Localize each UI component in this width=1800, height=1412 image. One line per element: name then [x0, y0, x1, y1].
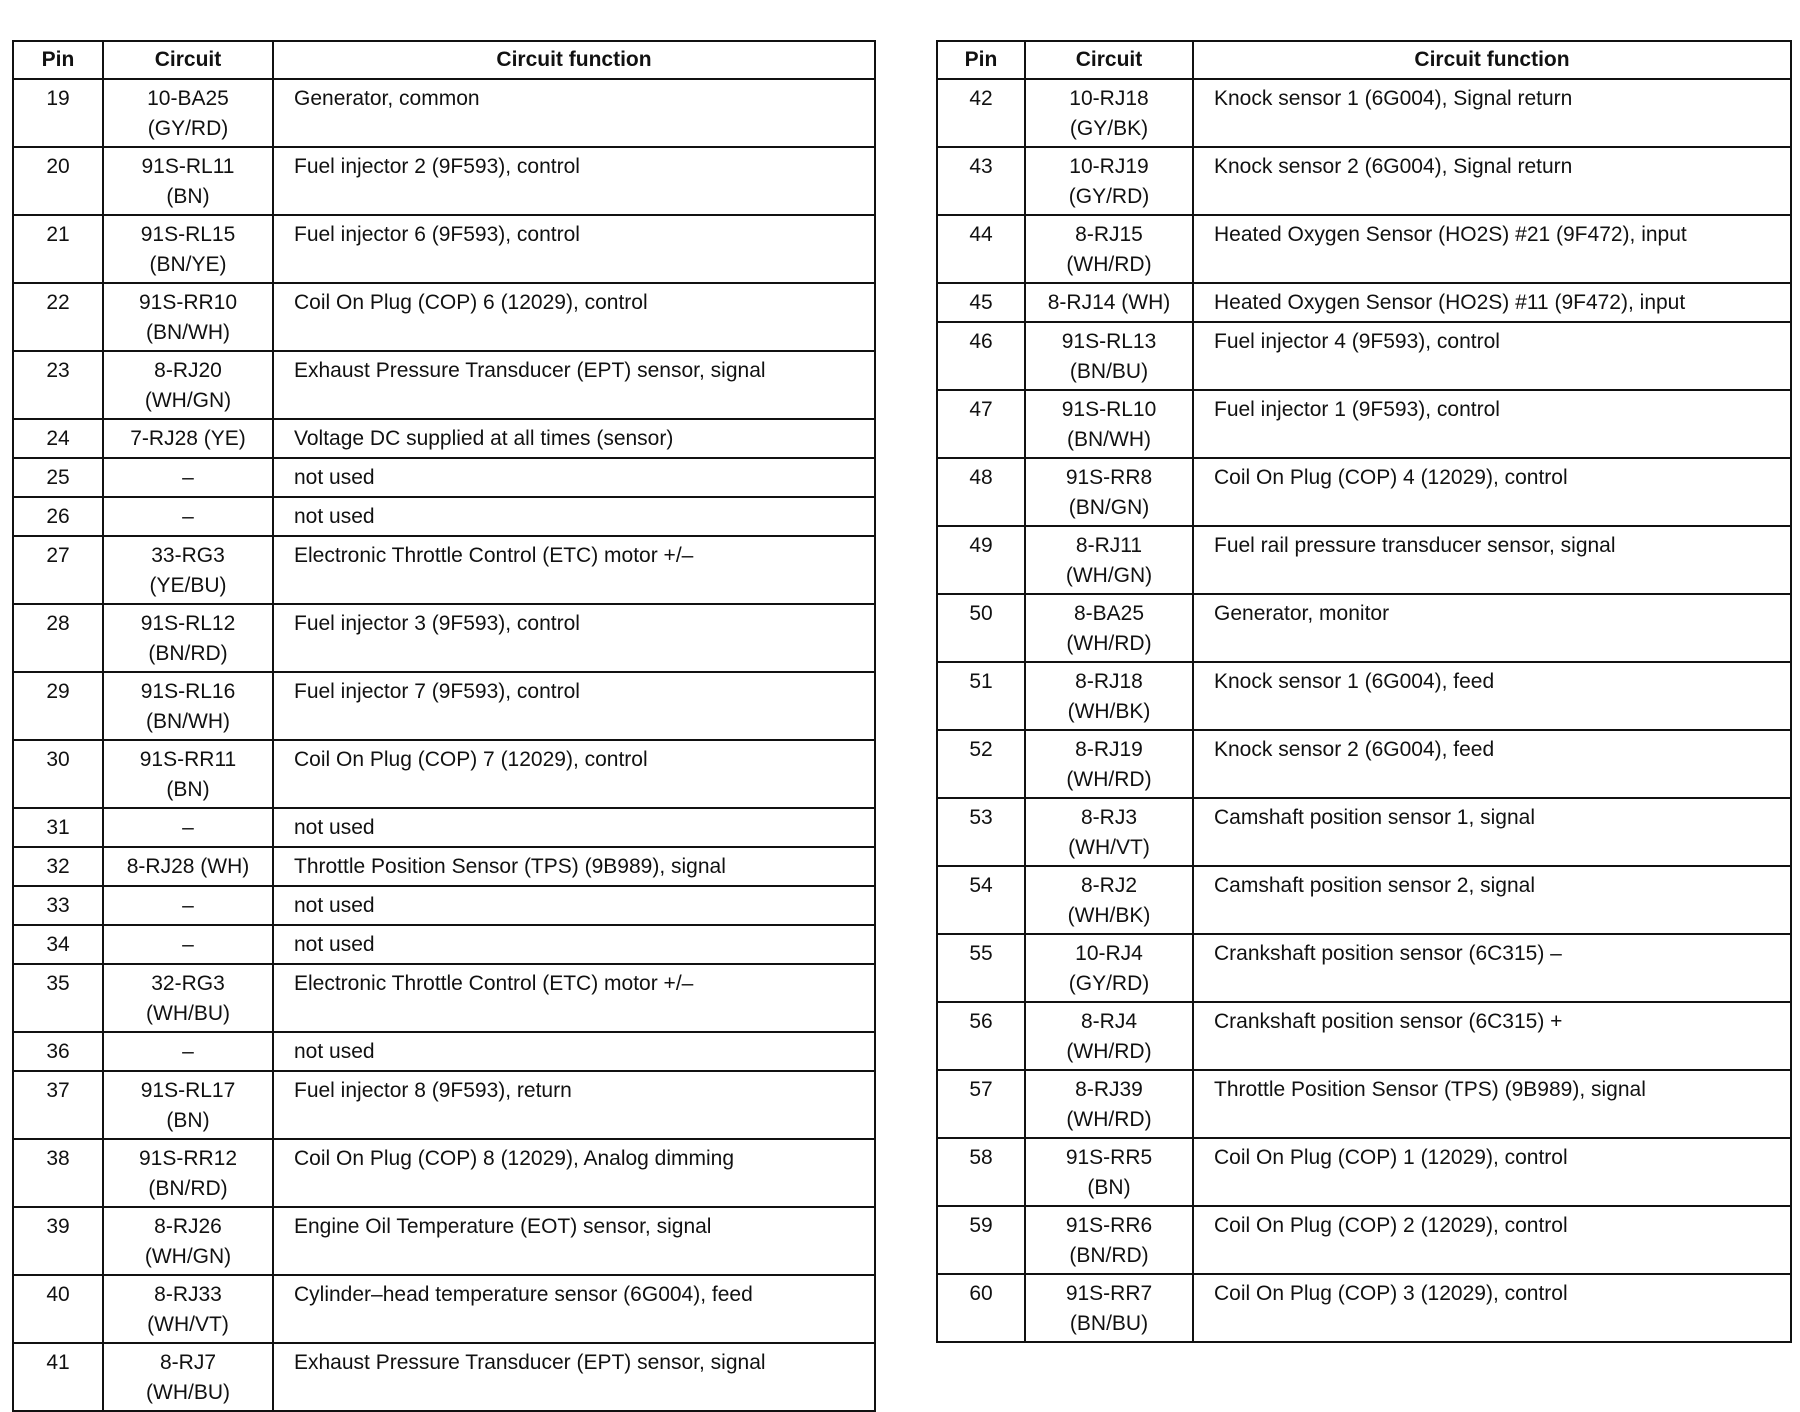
function-cell: Throttle Position Sensor (TPS) (9B989), signal	[273, 847, 875, 886]
circuit-line: 8-RJ2	[1080, 874, 1138, 897]
circuit-line: (BN/BU)	[1069, 360, 1149, 383]
pin-cell: 33	[13, 886, 103, 925]
table-row	[937, 1206, 1791, 1274]
circuit-cell	[103, 351, 273, 419]
pin-cell: 47	[937, 390, 1025, 458]
circuit-line: 8-RJ18	[1075, 670, 1143, 693]
function-cell: Cylinder–head temperature sensor (6G004), feed	[273, 1275, 875, 1343]
function-cell: not used	[273, 808, 875, 847]
circuit-line: 91S-RR12	[138, 1147, 238, 1170]
circuit-line: 7-RJ28 (YE)	[130, 427, 246, 450]
circuit-line: (BN)	[166, 1109, 210, 1132]
function-cell: Fuel injector 1 (9F593), control	[1193, 390, 1791, 458]
table-row	[13, 604, 875, 672]
table-row	[937, 594, 1791, 662]
circuit-line: –	[182, 816, 194, 839]
pin-cell: 60	[937, 1274, 1025, 1342]
circuit-cell	[1025, 283, 1193, 322]
circuit-line: 8-RJ14 (WH)	[1047, 291, 1171, 314]
circuit-line: 8-RJ39	[1075, 1078, 1143, 1101]
circuit-cell	[1025, 594, 1193, 662]
circuit-cell	[103, 1343, 273, 1411]
table-row	[13, 1343, 875, 1411]
function-cell: Knock sensor 1 (6G004), feed	[1193, 662, 1791, 730]
pin-cell: 59	[937, 1206, 1025, 1274]
circuit-line: (WH/RD)	[1066, 768, 1152, 791]
pin-cell: 40	[13, 1275, 103, 1343]
circuit-cell	[1025, 458, 1193, 526]
circuit-cell	[1025, 390, 1193, 458]
pin-cell: 34	[13, 925, 103, 964]
pin-cell: 55	[937, 934, 1025, 1002]
circuit-line: (WH/RD)	[1066, 1108, 1152, 1131]
circuit-line: 91S-RL12	[140, 612, 236, 635]
circuit-line: 91S-RR5	[1065, 1146, 1153, 1169]
table-row	[13, 215, 875, 283]
circuit-line: 10-BA25	[147, 87, 229, 110]
table-row	[937, 283, 1791, 322]
table-row	[13, 672, 875, 740]
pin-header: Pin	[13, 41, 103, 79]
function-cell: Knock sensor 1 (6G004), Signal return	[1193, 79, 1791, 147]
function-cell: Camshaft position sensor 1, signal	[1193, 798, 1791, 866]
pin-cell: 29	[13, 672, 103, 740]
circuit-cell	[103, 964, 273, 1032]
function-cell: Camshaft position sensor 2, signal	[1193, 866, 1791, 934]
pin-cell: 46	[937, 322, 1025, 390]
circuit-line: (WH/BU)	[146, 1002, 230, 1025]
circuit-line: –	[182, 933, 194, 956]
circuit-line: (BN/WH)	[146, 321, 230, 344]
function-cell: Generator, common	[273, 79, 875, 147]
pin-cell: 26	[13, 497, 103, 536]
table-row	[937, 730, 1791, 798]
function-cell: Coil On Plug (COP) 4 (12029), control	[1193, 458, 1791, 526]
circuit-line: (BN/RD)	[148, 1177, 228, 1200]
circuit-cell	[1025, 662, 1193, 730]
function-header: Circuit function	[1193, 41, 1791, 79]
circuit-cell	[103, 147, 273, 215]
circuit-cell	[1025, 730, 1193, 798]
table-row	[937, 1002, 1791, 1070]
circuit-line: (YE/BU)	[149, 574, 227, 597]
table-row	[937, 798, 1791, 866]
function-cell: Electronic Throttle Control (ETC) motor +/–	[273, 536, 875, 604]
circuit-line: (BN/BU)	[1069, 1312, 1149, 1335]
table-row	[13, 497, 875, 536]
pin-cell: 23	[13, 351, 103, 419]
function-cell: Knock sensor 2 (6G004), Signal return	[1193, 147, 1791, 215]
function-cell: Coil On Plug (COP) 3 (12029), control	[1193, 1274, 1791, 1342]
circuit-line: 8-RJ11	[1075, 534, 1143, 557]
table-row	[13, 283, 875, 351]
circuit-line: 91S-RR7	[1065, 1282, 1153, 1305]
circuit-cell	[103, 604, 273, 672]
table-row	[937, 215, 1791, 283]
pin-cell: 20	[13, 147, 103, 215]
circuit-line: (BN/WH)	[146, 710, 230, 733]
table-row	[937, 1070, 1791, 1138]
circuit-cell	[103, 808, 273, 847]
circuit-line: (GY/BK)	[1069, 117, 1149, 140]
table-row	[13, 536, 875, 604]
table-row	[13, 1207, 875, 1275]
circuit-line: (WH/BK)	[1067, 904, 1151, 927]
pin-cell: 38	[13, 1139, 103, 1207]
circuit-line: 8-RJ28 (WH)	[126, 855, 250, 878]
pin-cell: 31	[13, 808, 103, 847]
pin-cell: 50	[937, 594, 1025, 662]
pin-cell: 42	[937, 79, 1025, 147]
function-cell: Coil On Plug (COP) 6 (12029), control	[273, 283, 875, 351]
pin-cell: 52	[937, 730, 1025, 798]
circuit-line: 33-RG3	[151, 544, 225, 567]
function-cell: Heated Oxygen Sensor (HO2S) #21 (9F472), input	[1193, 215, 1791, 283]
circuit-line: (WH/VT)	[147, 1313, 229, 1336]
function-cell: Fuel rail pressure transducer sensor, signal	[1193, 526, 1791, 594]
table-row	[937, 390, 1791, 458]
circuit-line: (WH/RD)	[1066, 632, 1152, 655]
function-cell: Engine Oil Temperature (EOT) sensor, signal	[273, 1207, 875, 1275]
function-cell: Coil On Plug (COP) 2 (12029), control	[1193, 1206, 1791, 1274]
circuit-cell	[103, 215, 273, 283]
circuit-cell	[103, 886, 273, 925]
circuit-line: (GY/RD)	[1068, 972, 1150, 995]
circuit-line: 91S-RL13	[1061, 330, 1157, 353]
function-cell: Coil On Plug (COP) 8 (12029), Analog dimming	[273, 1139, 875, 1207]
table-row	[937, 1138, 1791, 1206]
circuit-line: 8-RJ19	[1075, 738, 1143, 761]
circuit-line: (BN/WH)	[1067, 428, 1151, 451]
table-row	[13, 1071, 875, 1139]
circuit-line: 8-RJ26	[154, 1215, 222, 1238]
circuit-cell	[1025, 322, 1193, 390]
circuit-line: –	[182, 466, 194, 489]
circuit-cell	[103, 458, 273, 497]
table-row	[13, 419, 875, 458]
circuit-line: 10-RJ4	[1075, 942, 1143, 965]
table-row	[13, 458, 875, 497]
circuit-line: –	[182, 505, 194, 528]
table-row	[13, 1139, 875, 1207]
table-row	[13, 886, 875, 925]
circuit-cell	[103, 1207, 273, 1275]
circuit-cell	[103, 536, 273, 604]
circuit-line: (WH/RD)	[1066, 1040, 1152, 1063]
circuit-header: Circuit	[103, 41, 273, 79]
pin-cell: 53	[937, 798, 1025, 866]
circuit-line: –	[182, 894, 194, 917]
circuit-line: 32-RG3	[151, 972, 225, 995]
circuit-line: 8-RJ7	[159, 1351, 217, 1374]
circuit-cell	[1025, 1206, 1193, 1274]
pin-cell: 54	[937, 866, 1025, 934]
circuit-line: 8-RJ3	[1080, 806, 1138, 829]
function-cell: not used	[273, 497, 875, 536]
circuit-line: –	[182, 1040, 194, 1063]
circuit-line: 8-RJ4	[1080, 1010, 1138, 1033]
circuit-line: (WH/RD)	[1066, 253, 1152, 276]
circuit-cell	[1025, 866, 1193, 934]
function-cell: Fuel injector 7 (9F593), control	[273, 672, 875, 740]
circuit-cell	[1025, 526, 1193, 594]
circuit-header: Circuit	[1025, 41, 1193, 79]
header-row	[937, 41, 1791, 79]
function-cell: Coil On Plug (COP) 7 (12029), control	[273, 740, 875, 808]
pin-cell: 49	[937, 526, 1025, 594]
pin-cell: 19	[13, 79, 103, 147]
table-row	[937, 866, 1791, 934]
table-row	[937, 526, 1791, 594]
table-row	[937, 662, 1791, 730]
circuit-line: 91S-RL16	[140, 680, 236, 703]
circuit-line: (WH/GN)	[144, 1245, 232, 1268]
circuit-line: (BN)	[166, 185, 210, 208]
table-row	[937, 934, 1791, 1002]
function-cell: Generator, monitor	[1193, 594, 1791, 662]
pin-cell: 44	[937, 215, 1025, 283]
pin-header: Pin	[937, 41, 1025, 79]
circuit-line: (GY/RD)	[147, 117, 229, 140]
function-cell: Fuel injector 8 (9F593), return	[273, 1071, 875, 1139]
circuit-line: 91S-RR10	[138, 291, 238, 314]
circuit-cell	[103, 1275, 273, 1343]
function-cell: Electronic Throttle Control (ETC) motor +/–	[273, 964, 875, 1032]
function-cell: Exhaust Pressure Transducer (EPT) sensor, signal	[273, 351, 875, 419]
circuit-line: (WH/GN)	[1065, 564, 1153, 587]
function-cell: Exhaust Pressure Transducer (EPT) sensor, signal	[273, 1343, 875, 1411]
table-row	[937, 79, 1791, 147]
circuit-cell	[1025, 1274, 1193, 1342]
circuit-line: 8-RJ33	[154, 1283, 222, 1306]
circuit-line: (BN/YE)	[149, 253, 227, 276]
circuit-cell	[1025, 79, 1193, 147]
circuit-line: (BN)	[166, 778, 210, 801]
circuit-line: 10-RJ18	[1069, 87, 1149, 110]
circuit-line: 91S-RL15	[140, 223, 236, 246]
pin-cell: 57	[937, 1070, 1025, 1138]
circuit-line: (WH/VT)	[1068, 836, 1150, 859]
pin-cell: 30	[13, 740, 103, 808]
function-cell: not used	[273, 886, 875, 925]
table-row	[13, 925, 875, 964]
circuit-line: 91S-RR8	[1065, 466, 1153, 489]
table-row	[937, 147, 1791, 215]
circuit-line: (BN/RD)	[1069, 1244, 1149, 1267]
circuit-cell	[1025, 147, 1193, 215]
table-row	[937, 322, 1791, 390]
circuit-cell	[1025, 1070, 1193, 1138]
function-cell: Fuel injector 4 (9F593), control	[1193, 322, 1791, 390]
circuit-line: 8-BA25	[1073, 602, 1145, 625]
pin-cell: 35	[13, 964, 103, 1032]
function-cell: Fuel injector 3 (9F593), control	[273, 604, 875, 672]
table-row	[937, 458, 1791, 526]
table-row	[13, 1032, 875, 1071]
function-cell: not used	[273, 458, 875, 497]
circuit-cell	[103, 1032, 273, 1071]
circuit-line: (BN/GN)	[1068, 496, 1150, 519]
pin-cell: 22	[13, 283, 103, 351]
pin-cell: 39	[13, 1207, 103, 1275]
pin-cell: 36	[13, 1032, 103, 1071]
circuit-line: 91S-RL17	[140, 1079, 236, 1102]
table-row	[13, 1275, 875, 1343]
circuit-line: (GY/RD)	[1068, 185, 1150, 208]
function-cell: not used	[273, 1032, 875, 1071]
function-cell: Crankshaft position sensor (6C315) +	[1193, 1002, 1791, 1070]
circuit-line: 91S-RR6	[1065, 1214, 1153, 1237]
pin-cell: 51	[937, 662, 1025, 730]
circuit-line: 8-RJ15	[1075, 223, 1143, 246]
pin-cell: 25	[13, 458, 103, 497]
pin-cell: 37	[13, 1071, 103, 1139]
table-row	[13, 79, 875, 147]
pin-cell: 48	[937, 458, 1025, 526]
circuit-cell	[103, 419, 273, 458]
function-cell: Heated Oxygen Sensor (HO2S) #11 (9F472), input	[1193, 283, 1791, 322]
circuit-line: 91S-RL11	[141, 155, 235, 178]
circuit-cell	[1025, 1002, 1193, 1070]
function-cell: Throttle Position Sensor (TPS) (9B989), signal	[1193, 1070, 1791, 1138]
table-row	[937, 1274, 1791, 1342]
circuit-cell	[103, 925, 273, 964]
circuit-line: 91S-RR11	[139, 748, 237, 771]
pin-cell: 24	[13, 419, 103, 458]
circuit-cell	[103, 740, 273, 808]
circuit-cell	[103, 1071, 273, 1139]
circuit-cell	[1025, 798, 1193, 866]
circuit-line: 10-RJ19	[1069, 155, 1149, 178]
circuit-line: (WH/BU)	[146, 1381, 230, 1404]
pin-cell: 56	[937, 1002, 1025, 1070]
pin-cell: 28	[13, 604, 103, 672]
circuit-cell	[1025, 1138, 1193, 1206]
function-cell: Knock sensor 2 (6G004), feed	[1193, 730, 1791, 798]
circuit-line: (WH/BK)	[1067, 700, 1151, 723]
circuit-line: (WH/GN)	[144, 389, 232, 412]
table-row	[13, 351, 875, 419]
pin-cell: 27	[13, 536, 103, 604]
pin-cell: 21	[13, 215, 103, 283]
circuit-cell	[1025, 215, 1193, 283]
function-cell: Fuel injector 6 (9F593), control	[273, 215, 875, 283]
circuit-cell	[103, 847, 273, 886]
function-cell: not used	[273, 925, 875, 964]
table-row	[13, 847, 875, 886]
header-row	[13, 41, 875, 79]
circuit-cell	[103, 497, 273, 536]
function-cell: Voltage DC supplied at all times (sensor)	[273, 419, 875, 458]
circuit-cell	[103, 283, 273, 351]
pin-cell: 32	[13, 847, 103, 886]
circuit-line: (BN)	[1087, 1176, 1131, 1199]
function-cell: Coil On Plug (COP) 1 (12029), control	[1193, 1138, 1791, 1206]
pinout-table-left	[12, 40, 876, 1412]
circuit-line: 91S-RL10	[1061, 398, 1157, 421]
table-row	[13, 808, 875, 847]
circuit-cell	[103, 79, 273, 147]
pin-cell: 45	[937, 283, 1025, 322]
circuit-line: (BN/RD)	[148, 642, 228, 665]
function-cell: Crankshaft position sensor (6C315) –	[1193, 934, 1791, 1002]
pinout-table-right	[936, 40, 1792, 1343]
circuit-cell	[103, 672, 273, 740]
function-header: Circuit function	[273, 41, 875, 79]
table-row	[13, 964, 875, 1032]
pin-cell: 43	[937, 147, 1025, 215]
table-row	[13, 147, 875, 215]
function-cell: Fuel injector 2 (9F593), control	[273, 147, 875, 215]
circuit-cell	[103, 1139, 273, 1207]
pin-cell: 41	[13, 1343, 103, 1411]
table-row	[13, 740, 875, 808]
circuit-line: 8-RJ20	[154, 359, 222, 382]
circuit-cell	[1025, 934, 1193, 1002]
pin-cell: 58	[937, 1138, 1025, 1206]
